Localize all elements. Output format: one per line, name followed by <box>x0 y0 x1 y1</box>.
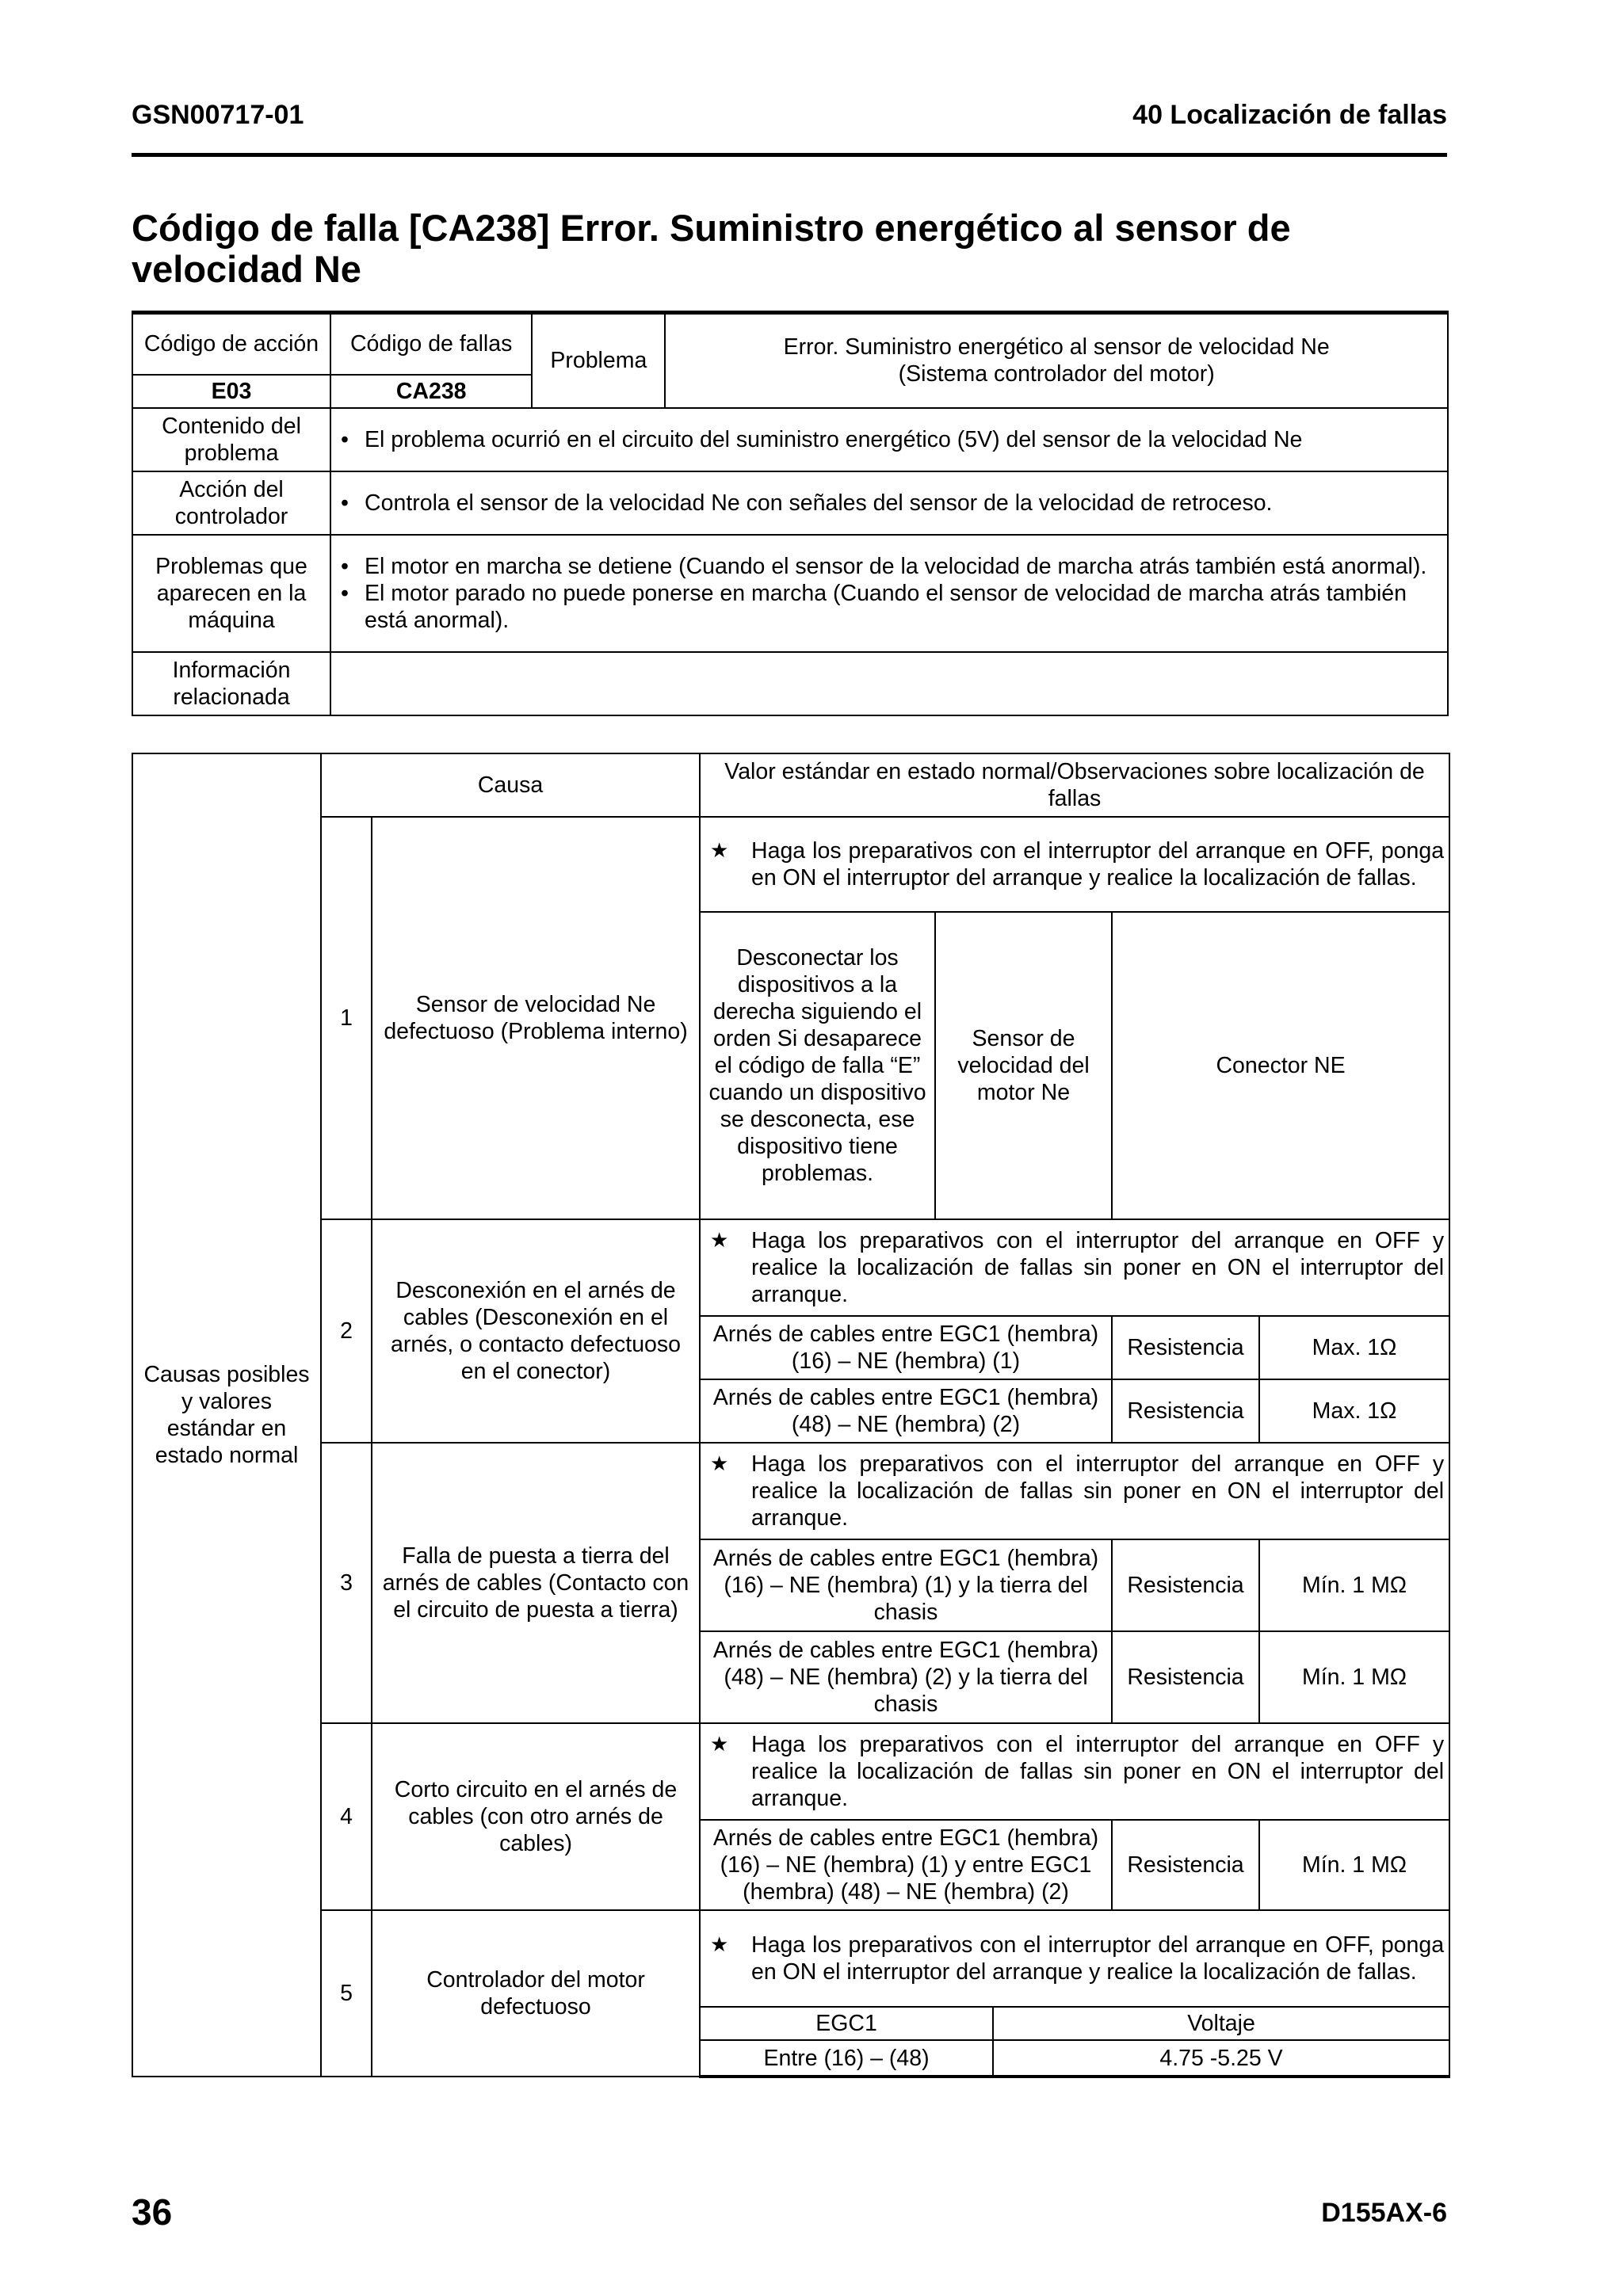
cause-4-note <box>700 1723 1449 1820</box>
cause-4-check-1-value: Mín. 1 MΩ <box>1259 1820 1449 1910</box>
document-code: GSN00717-01 <box>132 100 304 130</box>
cause-1-disconnect-instruction: Desconectar los dispositivos a la derecha siguiendo el orden Si desaparece el código de falla “E” cuando un dispositivo se desconecta, ese dispositivo tiene problemas. <box>700 912 935 1219</box>
cause-2-check-1-type: Resistencia <box>1112 1316 1259 1379</box>
cause-4-check-1-item: Arnés de cables entre EGC1 (hembra) (16) – NE (hembra) (1) y entre EGC1 (hembra) (48) – NE (hembra) (2) <box>700 1820 1112 1910</box>
cause-5-note-text: ★ Haga los preparativos con el interruptor del arranque en OFF, ponga en ON el interruptor del arranque y realice la localización de fallas. <box>705 1932 1444 1985</box>
problem-description <box>665 313 1448 408</box>
header-rule <box>132 153 1447 157</box>
cause-3-check-1-value: Mín. 1 MΩ <box>1259 1539 1449 1631</box>
causes-side-header: Causas posibles y valores estándar en estado normal <box>132 753 321 2077</box>
controller-action-bullet: • Controla el sensor de la velocidad Ne con señales del sensor de la velocidad de retroceso. <box>336 490 1442 517</box>
action-code-header: Código de acción <box>132 313 330 375</box>
fault-code-value: CA238 <box>330 375 532 408</box>
cause-2-check-1-value: Max. 1Ω <box>1259 1316 1449 1379</box>
cause-2-check-2-value: Max. 1Ω <box>1259 1379 1449 1443</box>
machine-problem-bullet-2: • El motor parado no puede ponerse en marcha (Cuando el sensor de velocidad de marcha atrás también está anormal). <box>336 580 1442 634</box>
cause-2-description: Desconexión en el arnés de cables (Desconexión en el arnés, o contacto defectuoso en el conector) <box>372 1219 700 1443</box>
cause-2-check-2-item: Arnés de cables entre EGC1 (hembra) (48) – NE (hembra) (2) <box>700 1379 1112 1443</box>
cause-1-device-1: Sensor de velocidad del motor Ne <box>935 912 1112 1219</box>
cause-3-check-1-type: Resistencia <box>1112 1539 1259 1631</box>
cause-5-number: 5 <box>321 1910 372 2077</box>
cause-1-note <box>700 817 1449 912</box>
cause-2-check-1-item: Arnés de cables entre EGC1 (hembra) (16) – NE (hembra) (1) <box>700 1316 1112 1379</box>
cause-5-description: Controlador del motor defectuoso <box>372 1910 700 2077</box>
problem-text-line-2: (Sistema controlador del motor) <box>898 361 1215 387</box>
machine-problems-cell <box>330 535 1448 652</box>
controller-action-cell <box>330 471 1448 535</box>
cause-4-check-1-type: Resistencia <box>1112 1820 1259 1910</box>
controller-action-header: Acción del controlador <box>132 471 330 535</box>
section-title: 40 Localización de fallas <box>1132 100 1447 130</box>
problem-header: Problema <box>532 313 665 408</box>
cause-4-number: 4 <box>321 1723 372 1910</box>
cause-4-description: Corto circuito en el arnés de cables (con otro arnés de cables) <box>372 1723 700 1910</box>
cause-4-note-text: ★ Haga los preparativos con el interruptor del arranque en OFF y realice la localización de fallas sin poner en ON el interruptor del arranque. <box>705 1731 1444 1812</box>
fault-code-header: Código de fallas <box>330 313 532 375</box>
cause-3-description: Falla de puesta a tierra del arnés de cables (Contacto con el circuito de puesta a tierra) <box>372 1443 700 1723</box>
page-number: 36 <box>132 2191 173 2233</box>
cause-3-check-1-item: Arnés de cables entre EGC1 (hembra) (16) – NE (hembra) (1) y la tierra del chasis <box>700 1539 1112 1631</box>
page-title: Código de falla [CA238] Error. Suministro energético al sensor de velocidad Ne <box>132 207 1291 290</box>
cause-5-voltage-header: Voltaje <box>993 2007 1449 2040</box>
action-code-value: E03 <box>132 375 330 408</box>
cause-column-header: Causa <box>321 753 700 817</box>
cause-3-number: 3 <box>321 1443 372 1723</box>
cause-3-check-2-type: Resistencia <box>1112 1631 1259 1723</box>
cause-2-note <box>700 1219 1449 1316</box>
standard-column-header: Valor estándar en estado normal/Observaciones sobre localización de fallas <box>700 753 1449 817</box>
contents-cell <box>330 408 1448 471</box>
cause-5-egc1-header: EGC1 <box>700 2007 993 2040</box>
cause-5-voltage: 4.75 -5.25 V <box>993 2040 1449 2077</box>
machine-problem-bullet-1: • El motor en marcha se detiene (Cuando el sensor de la velocidad de marcha atrás también está anormal). <box>336 553 1442 580</box>
cause-3-check-2-value: Mín. 1 MΩ <box>1259 1631 1449 1723</box>
cause-5-note <box>700 1910 1449 2007</box>
fault-info-table <box>132 311 1449 716</box>
cause-1-number: 1 <box>321 817 372 1219</box>
machine-problems-header: Problemas que aparecen en la máquina <box>132 535 330 652</box>
cause-1-device-2: Conector NE <box>1112 912 1449 1219</box>
related-info-cell <box>330 652 1448 715</box>
cause-2-note-text: ★ Haga los preparativos con el interruptor del arranque en OFF y realice la localización de fallas sin poner en ON el interruptor del arranque. <box>705 1227 1444 1308</box>
cause-2-number: 2 <box>321 1219 372 1443</box>
cause-2-check-2-type: Resistencia <box>1112 1379 1259 1443</box>
cause-3-note <box>700 1443 1449 1539</box>
contents-header: Contenido del problema <box>132 408 330 471</box>
cause-3-check-2-item: Arnés de cables entre EGC1 (hembra) (48) – NE (hembra) (2) y la tierra del chasis <box>700 1631 1112 1723</box>
related-info-header: Información relacionada <box>132 652 330 715</box>
problem-text-line-1: Error. Suministro energético al sensor de velocidad Ne <box>783 334 1330 360</box>
causes-table <box>132 753 1450 2078</box>
cause-3-note-text: ★ Haga los preparativos con el interruptor del arranque en OFF y realice la localización de fallas sin poner en ON el interruptor del arranque. <box>705 1451 1444 1531</box>
cause-5-between: Entre (16) – (48) <box>700 2040 993 2077</box>
contents-bullet: • El problema ocurrió en el circuito del suministro energético (5V) del sensor de la velocidad Ne <box>336 426 1442 453</box>
cause-1-note-text: ★ Haga los preparativos con el interruptor del arranque en OFF, ponga en ON el interruptor del arranque y realice la localización de fallas. <box>705 837 1444 891</box>
model-code: D155AX-6 <box>1321 2198 1447 2228</box>
cause-1-description: Sensor de velocidad Ne defectuoso (Problema interno) <box>372 817 700 1219</box>
